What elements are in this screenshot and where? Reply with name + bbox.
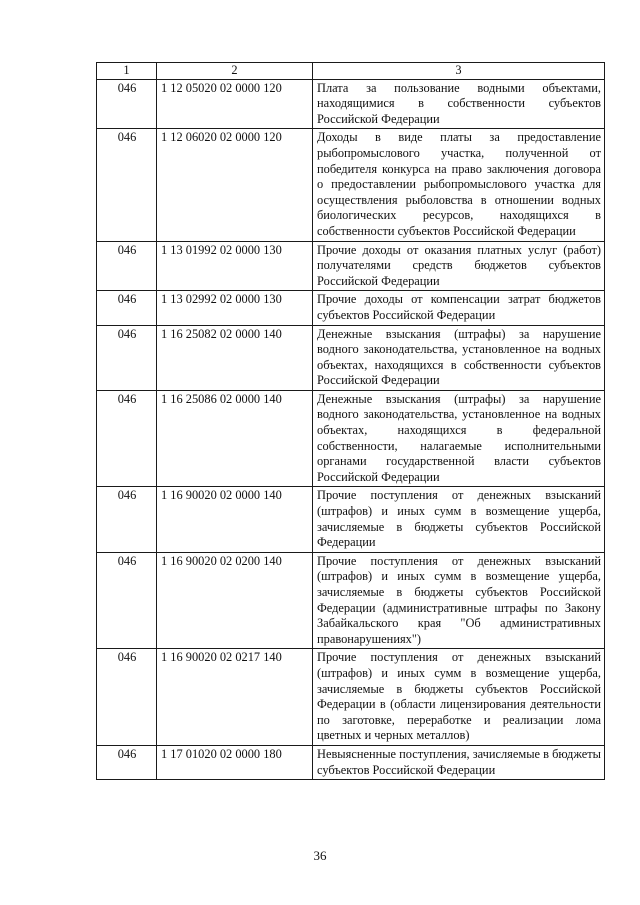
revenue-code-cell: 1 16 90020 02 0000 140 (157, 487, 313, 552)
column-header-2: 2 (157, 63, 313, 80)
revenue-codes-table (96, 62, 605, 780)
table-row (97, 745, 605, 779)
description-cell: Прочие поступления от денежных взысканий (штрафов) и иных сумм в возмещение ущерба, зачисляемые в бюджеты субъектов Российской Федерации в (области лицензирования деятельности по заготовке, переработке и реализации лома цветных и черных металлов) (313, 649, 605, 746)
description-cell: Прочие поступления от денежных взысканий (штрафов) и иных сумм в возмещение ущерба, зачисляемые в бюджеты субъектов Российской Федерации (313, 487, 605, 552)
revenue-code-cell: 1 16 25086 02 0000 140 (157, 390, 313, 487)
admin-code-cell: 046 (97, 241, 157, 291)
revenue-code-cell: 1 16 25082 02 0000 140 (157, 325, 313, 390)
revenue-code-cell: 1 16 90020 02 0200 140 (157, 552, 313, 649)
page-number: 36 (313, 848, 327, 863)
revenue-code-cell: 1 13 01992 02 0000 130 (157, 241, 313, 291)
admin-code-cell: 046 (97, 552, 157, 649)
table-row (97, 552, 605, 649)
table-row (97, 241, 605, 291)
admin-code-cell: 046 (97, 129, 157, 241)
revenue-code-cell: 1 12 06020 02 0000 120 (157, 129, 313, 241)
revenue-code-cell: 1 12 05020 02 0000 120 (157, 79, 313, 129)
description-cell: Прочие доходы от оказания платных услуг (работ) получателями средств бюджетов субъектов Российской Федерации (313, 241, 605, 291)
revenue-code-cell: 1 17 01020 02 0000 180 (157, 745, 313, 779)
table-row (97, 291, 605, 325)
admin-code-cell: 046 (97, 745, 157, 779)
header-row (97, 63, 605, 80)
description-cell: Прочие поступления от денежных взысканий (штрафов) и иных сумм в возмещение ущерба, зачисляемые в бюджеты субъектов Российской Федерации (административные штрафы по Закону Забайкальского края "Об административных правонарушениях") (313, 552, 605, 649)
revenue-code-cell: 1 13 02992 02 0000 130 (157, 291, 313, 325)
description-cell: Денежные взыскания (штрафы) за нарушение водного законодательства, установленное на водных объектах, находящихся в федеральной собственности, налагаемые исполнительными органами государственной власти субъектов Российской Федерации (313, 390, 605, 487)
table-row (97, 325, 605, 390)
description-cell: Плата за пользование водными объектами, находящимися в собственности субъектов Российской Федерации (313, 79, 605, 129)
table-row (97, 79, 605, 129)
table-row (97, 487, 605, 552)
admin-code-cell: 046 (97, 325, 157, 390)
description-cell: Прочие доходы от компенсации затрат бюджетов субъектов Российской Федерации (313, 291, 605, 325)
admin-code-cell: 046 (97, 79, 157, 129)
admin-code-cell: 046 (97, 649, 157, 746)
column-header-1: 1 (97, 63, 157, 80)
table-row (97, 649, 605, 746)
table-row (97, 390, 605, 487)
column-header-3: 3 (313, 63, 605, 80)
revenue-code-cell: 1 16 90020 02 0217 140 (157, 649, 313, 746)
description-cell: Доходы в виде платы за предоставление рыбопромыслового участка, полученной от победителя конкурса на право заключения договора о предоставлении рыбопромыслового участка для осуществления рыболовства в отношении водных биологических ресурсов, находящихся в собственности субъектов Российской Федерации (313, 129, 605, 241)
description-cell: Денежные взыскания (штрафы) за нарушение водного законодательства, установленное на водных объектах, находящихся в собственности субъектов Российской Федерации (313, 325, 605, 390)
description-cell: Невыясненные поступления, зачисляемые в бюджеты субъектов Российской Федерации (313, 745, 605, 779)
table-row (97, 129, 605, 241)
admin-code-cell: 046 (97, 291, 157, 325)
admin-code-cell: 046 (97, 487, 157, 552)
admin-code-cell: 046 (97, 390, 157, 487)
